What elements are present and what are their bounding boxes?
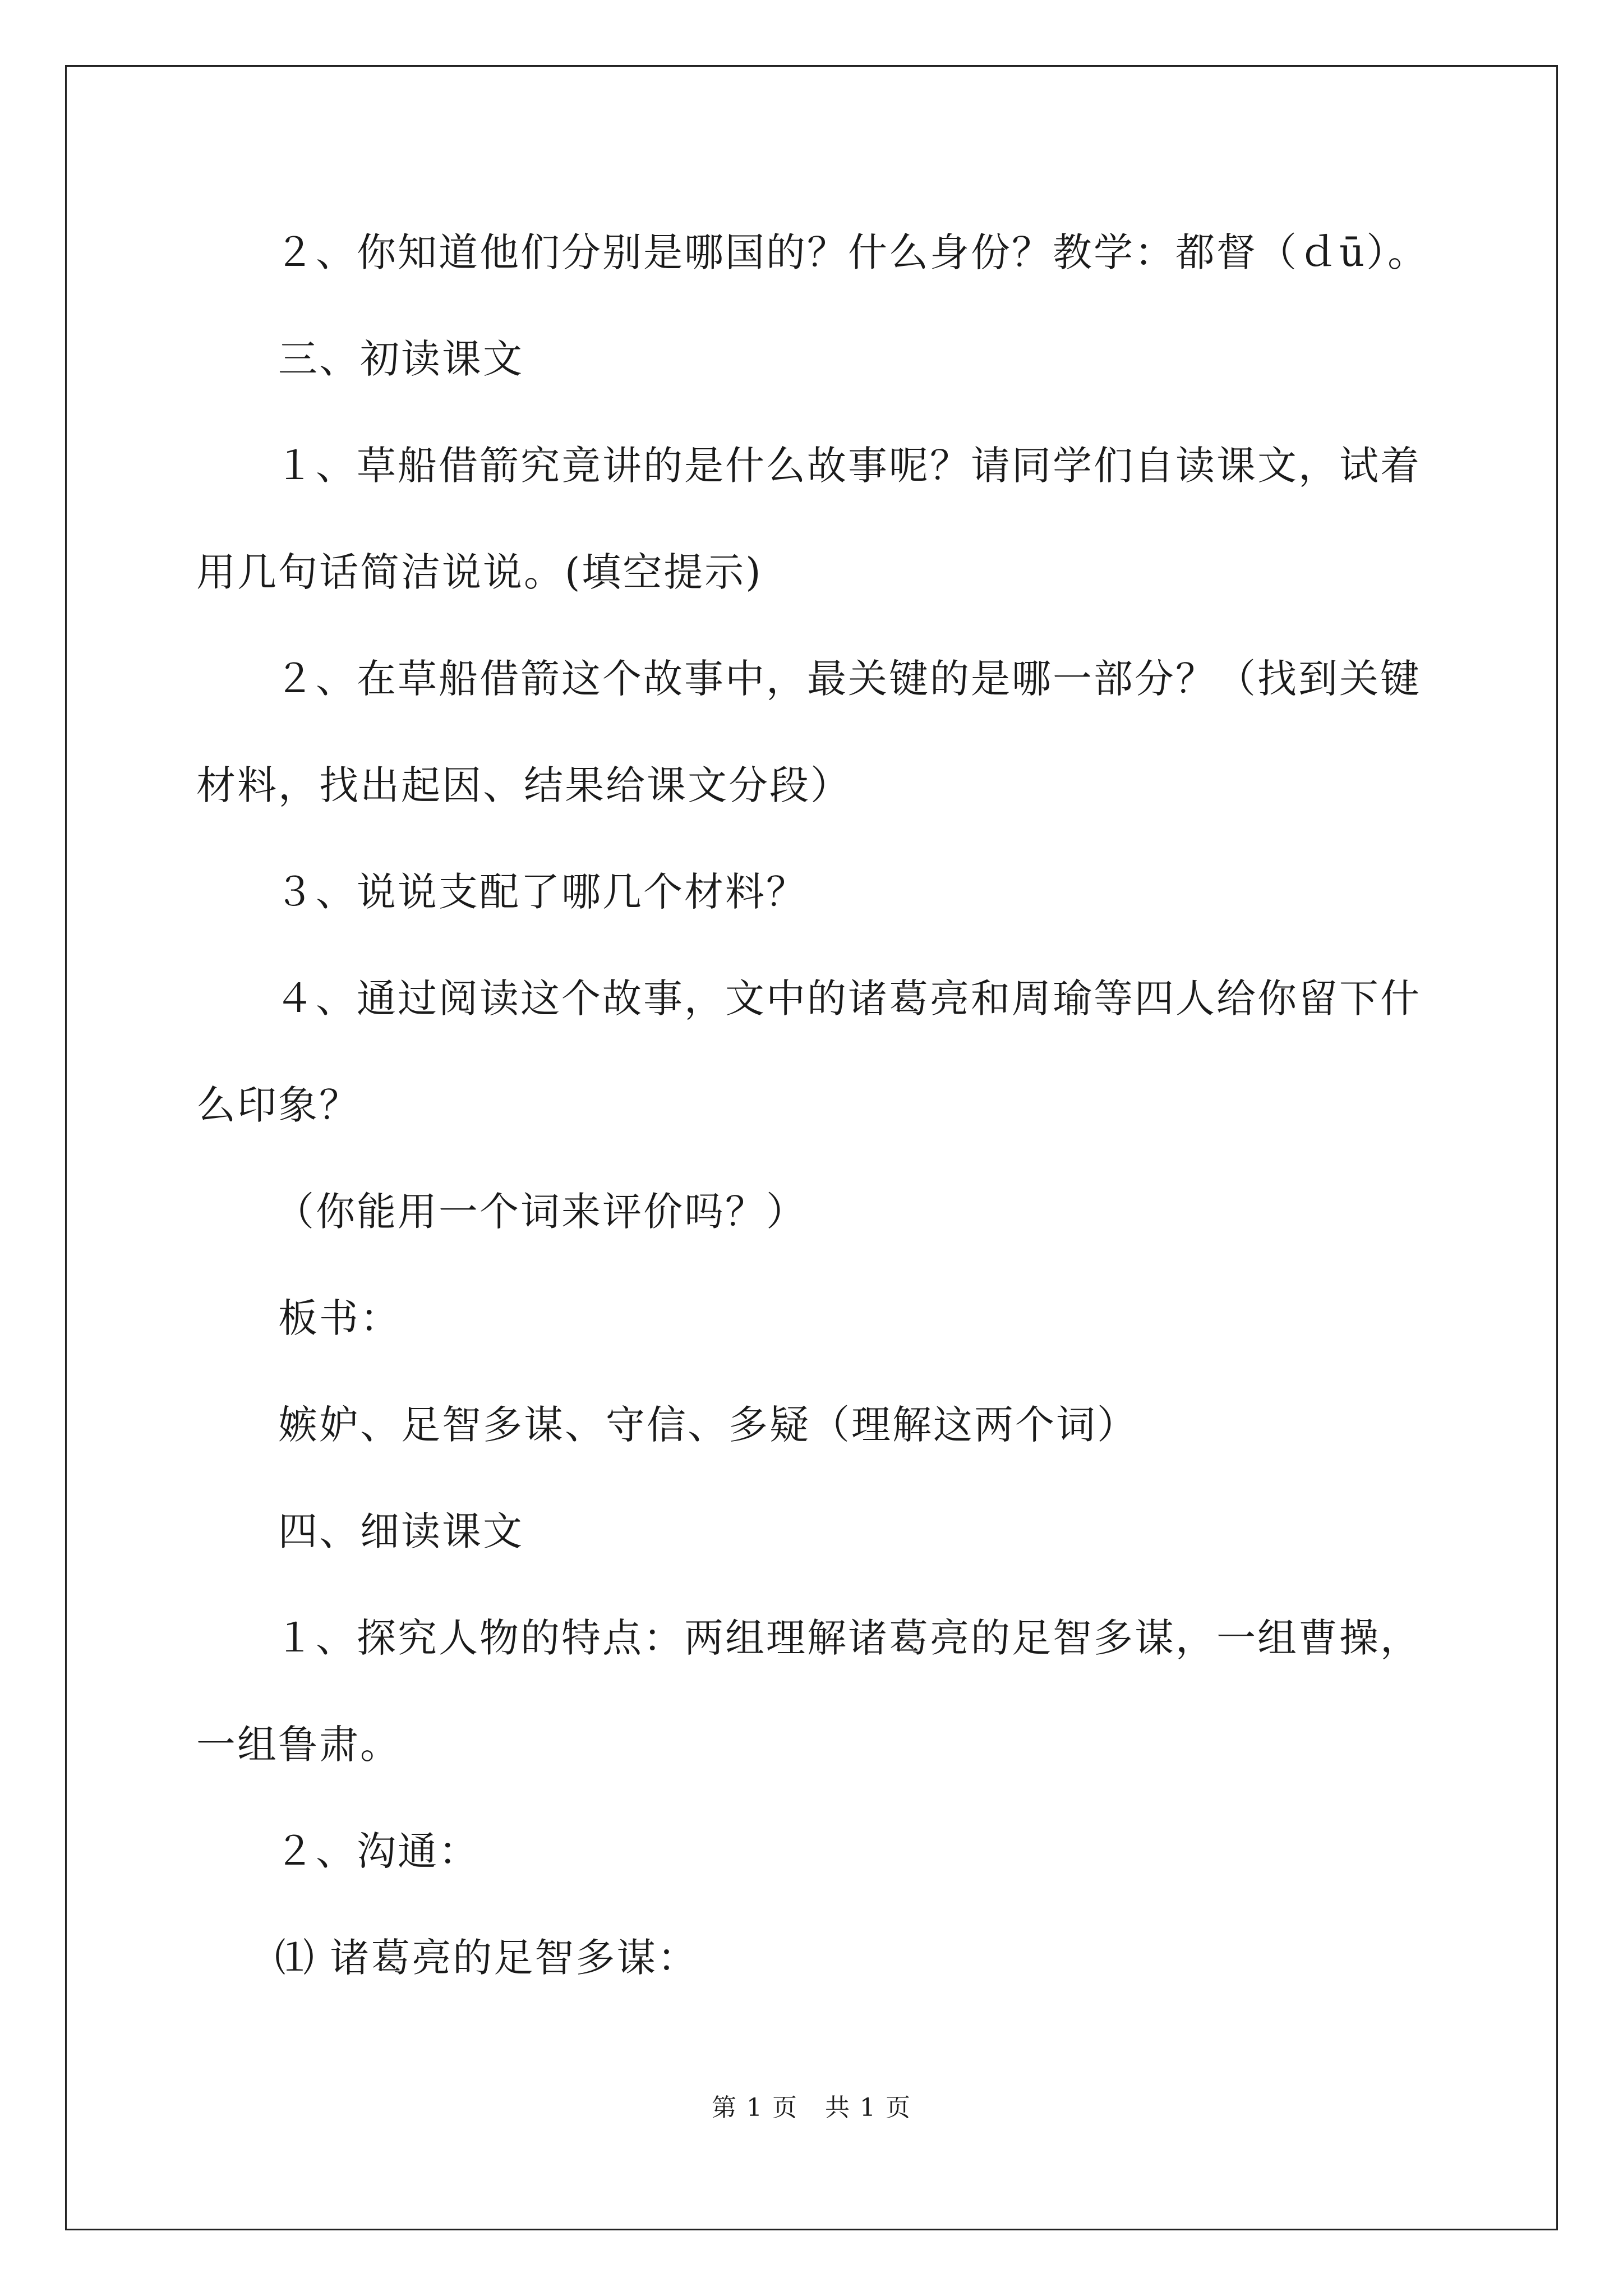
page-number-footer: 第 1 页 共 1 页 xyxy=(712,2093,911,2122)
text-line-q3-materials: ３、说说支配了哪几个材料？ xyxy=(275,869,807,915)
text-line-q2-key-part: ２、在草船借箭这个故事中，最关键的是哪一部分？（找到关键 xyxy=(275,656,1421,702)
text-line-q2-identity: ２、你知道他们分别是哪国的？什么身份？教学：都督（ｄū）。 xyxy=(275,229,1429,275)
text-line-explore-characters: １、探究人物的特点：两组理解诸葛亮的足智多谋，一组曹操， xyxy=(275,1615,1421,1661)
text-line-q4-impression: ４、通过阅读这个故事，文中的诸葛亮和周瑜等四人给你留下什 xyxy=(275,976,1421,1022)
text-line-explore-characters-cont: 一组鲁肃。 xyxy=(196,1722,401,1768)
text-line-q4-impression-cont: 么印象？ xyxy=(196,1082,360,1128)
text-line-q1-story: １、草船借箭究竟讲的是什么故事呢？请同学们自读课文，试着 xyxy=(275,443,1421,489)
page-border xyxy=(65,65,1558,2230)
text-line-blackboard-words: 嫉妒、足智多谋、守信、多疑（理解这两个词） xyxy=(278,1402,1138,1448)
heading-close-reading: 四、细读课文 xyxy=(278,1508,524,1554)
text-line-q1-story-cont: 用几句话简洁说说。(填空提示) xyxy=(196,549,763,595)
text-line-q2-key-part-cont: 材料，找出起因、结果给课文分段） xyxy=(196,762,851,808)
text-line-blackboard: 板书： xyxy=(278,1295,401,1341)
heading-first-reading: 三、初读课文 xyxy=(278,336,524,382)
text-line-communicate: ２、沟通： xyxy=(275,1828,479,1874)
text-line-evaluate-word: （你能用一个词来评价吗？） xyxy=(275,1189,807,1235)
text-line-zhuge-liang: ⑴ 诸葛亮的足智多谋： xyxy=(275,1935,699,1981)
